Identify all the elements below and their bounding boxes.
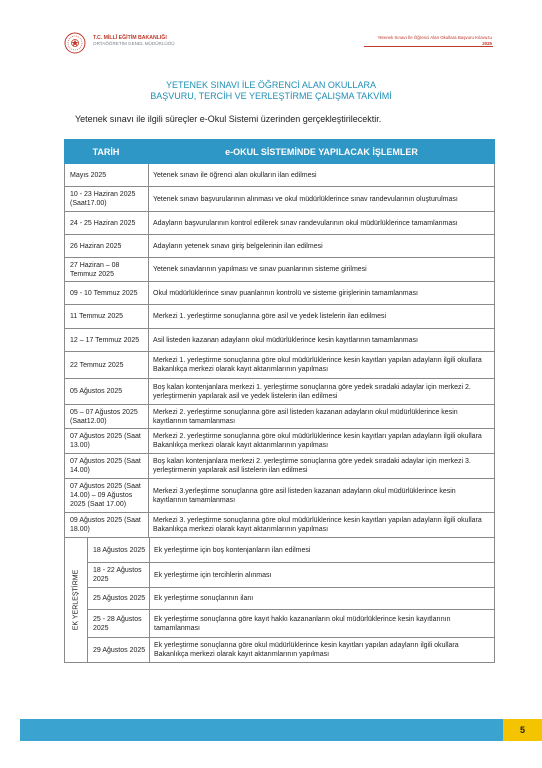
- date-cell: 24 - 25 Haziran 2025: [65, 212, 149, 234]
- task-cell: Ek yerleştirme sonuçlarına göre kayıt hakkı kazananların okul müdürlüklerince kesin kayıtlarının tamamlanması: [154, 615, 451, 632]
- page-number: 5: [503, 719, 542, 741]
- column-header-date: TARİH: [92, 146, 120, 157]
- date-cell: 09 - 10 Temmuz 2025: [65, 282, 149, 304]
- table-row: [64, 305, 495, 329]
- task-cell: Ek yerleştirme için tercihlerin alınması: [154, 571, 272, 579]
- table-row: [64, 187, 495, 212]
- date-cell: 07 Ağustos 2025 (Saat 14.00) – 09 Ağustos 2025 (Saat 17.00): [65, 479, 149, 512]
- task-cell: Ek yerleştirme sonuçlarının ilanı: [154, 595, 254, 602]
- column-header-task: e-OKUL SİSTEMİNDE YAPILACAK İŞLEMLER: [225, 146, 418, 157]
- footer-bar: [20, 719, 515, 741]
- table-row: [88, 610, 494, 638]
- date-cell: 07 Ağustos 2025 (Saat 14.00): [65, 454, 149, 478]
- ek-yerlestirme-section: [64, 538, 495, 663]
- date-cell: 26 Haziran 2025: [65, 235, 149, 257]
- date-cell: 07 Ağustos 2025 (Saat 13.00): [65, 429, 149, 453]
- date-cell: Mayıs 2025: [65, 164, 149, 186]
- date-cell: 05 – 07 Ağustos 2025 (Saat12.00): [65, 405, 149, 428]
- page-title-line2: BAŞVURU, TERCİH VE YERLEŞTİRME ÇALIŞMA TAKVİMİ: [150, 91, 392, 101]
- table-row: [64, 454, 495, 479]
- table-row: [64, 329, 495, 352]
- date-cell: 05 Ağustos 2025: [65, 379, 149, 404]
- table-row: [64, 513, 495, 538]
- document-title: Yetenek Sınavı İle Öğrenci Alan Okullara Başvuru Kılavuzu: [377, 35, 492, 40]
- date-cell: 27 Haziran – 08 Temmuz 2025: [65, 258, 149, 281]
- page-header: [0, 0, 542, 62]
- ministry-name: [93, 35, 175, 47]
- header-divider: [364, 46, 493, 47]
- task-cell: Yetenek sınavlarının yapılması ve sınav puanlarının sisteme girilmesi: [153, 266, 367, 273]
- table-row: [64, 235, 495, 258]
- table-header: [64, 139, 495, 164]
- ek-yerlestirme-label-cell: [65, 538, 88, 662]
- date-cell: 10 - 23 Haziran 2025 (Saat17.00): [65, 187, 149, 211]
- intro-text: Yetenek sınavı ile ilgili süreçler e-Okul Sistemi üzerinden gerçekleştirilecektir.: [75, 114, 382, 124]
- document-year: 2025: [482, 41, 492, 46]
- task-cell: Merkezi 2. yerleştirme sonuçlarına göre asil listeden kazanan adayların okul müdürlüklerince kesin kayıtlarının tamamlanması: [153, 408, 458, 425]
- table-row: [64, 479, 495, 513]
- task-cell: Ek yerleştirme için boş kontenjanların ilan edilmesi: [154, 546, 311, 554]
- table-body: [64, 164, 495, 538]
- table-row: [64, 258, 495, 282]
- table-row: [64, 212, 495, 235]
- task-cell: Merkezi 1. yerleştirme sonuçlarına göre asil ve yedek listelerin ilan edilmesi: [153, 313, 387, 320]
- ministry-line2: ORTAÖĞRETİM GENEL MÜDÜRLÜĞÜ: [93, 41, 175, 46]
- date-cell: 18 Ağustos 2025: [88, 538, 150, 562]
- ek-yerlestirme-rows: [88, 538, 494, 662]
- task-cell: Yetenek sınavı başvurularının alınması ve okul müdürlüklerince sınav randevularının oluşturulması: [153, 195, 458, 203]
- task-cell: Merkezi 2. yerleştirme sonuçlarına göre okul müdürlüklerince kesin kayıtları yapılan adayların ilgili okullara Bakanlıkça merkezi olarak kayıt aktarımlarının yapılması: [153, 433, 482, 449]
- task-cell: Merkezi 3. yerleştirme sonuçlarına göre okul müdürlüklerince kesin kayıtları yapılan adayların ilgili okullara Bakanlıkça merkezi olarak kayıt aktarımlarının yapılması: [153, 517, 482, 533]
- schedule-table: [64, 139, 495, 663]
- table-row: [64, 379, 495, 405]
- task-cell: Merkezi 3.yerleştirme sonuçlarına göre asil listeden kazanan adayların okul müdürlüklerince kesin kayıtlarının tamamlanması: [153, 487, 456, 504]
- task-cell: Yetenek sınavı ile öğrenci alan okulların ilan edilmesi: [153, 171, 317, 179]
- date-cell: 22 Temmuz 2025: [65, 352, 149, 378]
- task-cell: Merkezi 1. yerleştirme sonuçlarına göre okul müdürlüklerince kesin kayıtları yapılan adayların ilgili okullara Bakanlıkça merkezi olarak kayıt aktarımlarının yapılması: [153, 357, 482, 373]
- ministry-line1: T.C. MİLLÎ EĞİTİM BAKANLIĞI: [93, 35, 167, 41]
- page-title: [0, 80, 542, 102]
- date-cell: 18 - 22 Ağustos 2025: [88, 563, 150, 587]
- table-row: [64, 352, 495, 379]
- task-cell: Boş kalan kontenjanlara merkezi 1. yerleştirme sonuçlarına göre yedek sıradaki adaylar için merkezi 2. yerleştirmenin yapılarak asil ve yedek listelerin ilan edilmesi: [153, 383, 471, 400]
- date-cell: 29 Ağustos 2025: [88, 638, 150, 662]
- date-cell: 25 Ağustos 2025: [88, 588, 150, 609]
- task-cell: Boş kalan kontenjanlara merkezi 2. yerleştirme sonuçlarına göre yedek sıradaki adaylar için merkezi 3. yerleştirmenin yapılarak asil listelerin ilan edilmesi: [153, 458, 471, 474]
- page-title-line1: YETENEK SINAVI İLE ÖĞRENCİ ALAN OKULLARA: [166, 80, 376, 90]
- task-cell: Asil listeden kazanan adayların okul müdürlüklerince kesin kayıtlarının tamamlanması: [153, 336, 418, 344]
- table-row: [88, 538, 494, 563]
- ministry-logo-icon: [64, 32, 86, 54]
- table-row: [64, 282, 495, 305]
- ek-yerlestirme-label: EK YERLEŞTİRME: [72, 569, 80, 631]
- date-cell: 11 Temmuz 2025: [65, 305, 149, 328]
- table-row: [64, 164, 495, 187]
- table-row: [88, 563, 494, 588]
- task-cell: Okul müdürlüklerince sınav puanlarının kontrolü ve sisteme girişlerinin tamamlanması: [153, 289, 418, 297]
- table-row: [64, 429, 495, 454]
- date-cell: 25 - 28 Ağustos 2025: [88, 610, 150, 637]
- task-cell: Adayların başvurularının kontrol edilerek sınav randevularının okul müdürlüklerince tamamlanması: [153, 219, 458, 227]
- date-cell: 09 Ağustos 2025 (Saat 18.00): [65, 513, 149, 537]
- task-cell: Ek yerleştirme sonuçlarına göre okul müdürlüklerince kesin kayıtları yapılan adayların ilgili okullara Bakanlıkça merkezi olarak kayıt aktarımlarının yapılması: [154, 642, 459, 658]
- table-row: [88, 638, 494, 662]
- date-cell: 12 – 17 Temmuz 2025: [65, 329, 149, 351]
- table-row: [64, 405, 495, 429]
- table-row: [88, 588, 494, 610]
- task-cell: Adayların yetenek sınavı giriş belgelerinin ilan edilmesi: [153, 242, 323, 250]
